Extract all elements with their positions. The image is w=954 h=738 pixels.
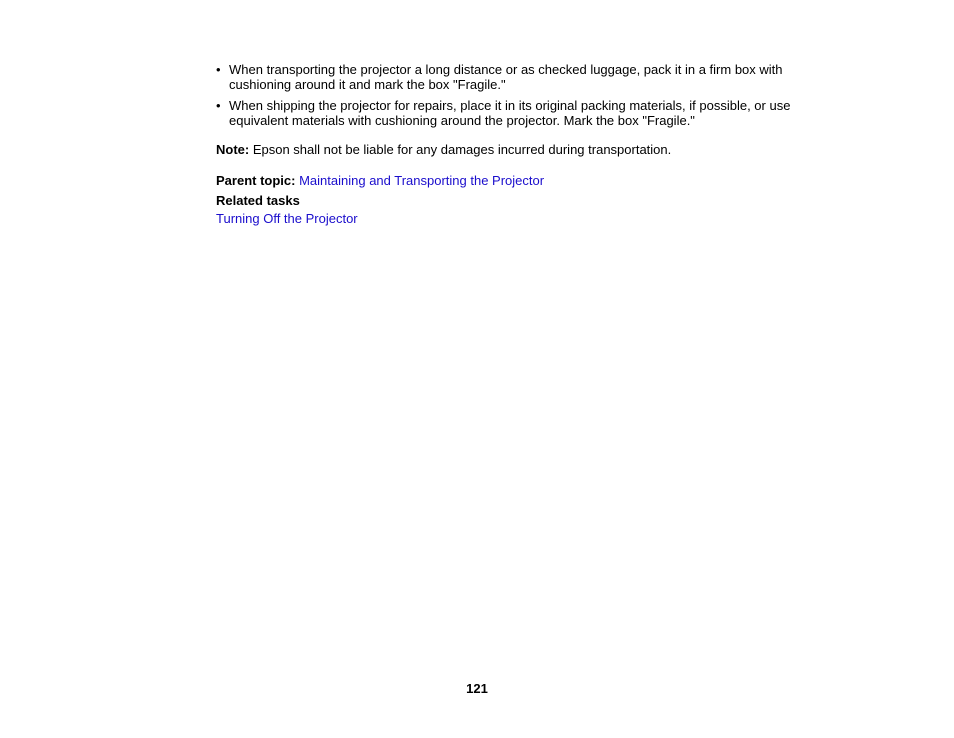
parent-topic-link[interactable]: Maintaining and Transporting the Projector xyxy=(299,173,545,188)
page-number: 121 xyxy=(466,681,488,696)
bullet-marker: • xyxy=(216,62,221,77)
list-item xyxy=(216,98,816,128)
bullet-text: When shipping the projector for repairs, place it in its original packing materials, if possible, or use equivalent materials with cushioning around the projector. Mark the box "Fragile." xyxy=(229,98,791,128)
note-label: Note: xyxy=(216,142,250,157)
list-item xyxy=(216,62,816,92)
related-tasks-heading: Related tasks xyxy=(216,193,300,208)
bullet-list xyxy=(216,62,816,128)
bullet-marker: • xyxy=(216,98,221,113)
parent-topic xyxy=(216,173,816,188)
bullet-text: When transporting the projector a long distance or as checked luggage, pack it in a firm box with cushioning around it and mark the box "Fragile." xyxy=(229,62,783,92)
parent-topic-label: Parent topic: xyxy=(216,173,296,188)
document-content xyxy=(216,62,816,226)
related-task-link-turning-off[interactable]: Turning Off the Projector xyxy=(216,211,358,226)
note-text: Epson shall not be liable for any damages incurred during transportation. xyxy=(249,142,672,157)
related-task-item xyxy=(216,211,816,226)
note-paragraph xyxy=(216,142,816,157)
